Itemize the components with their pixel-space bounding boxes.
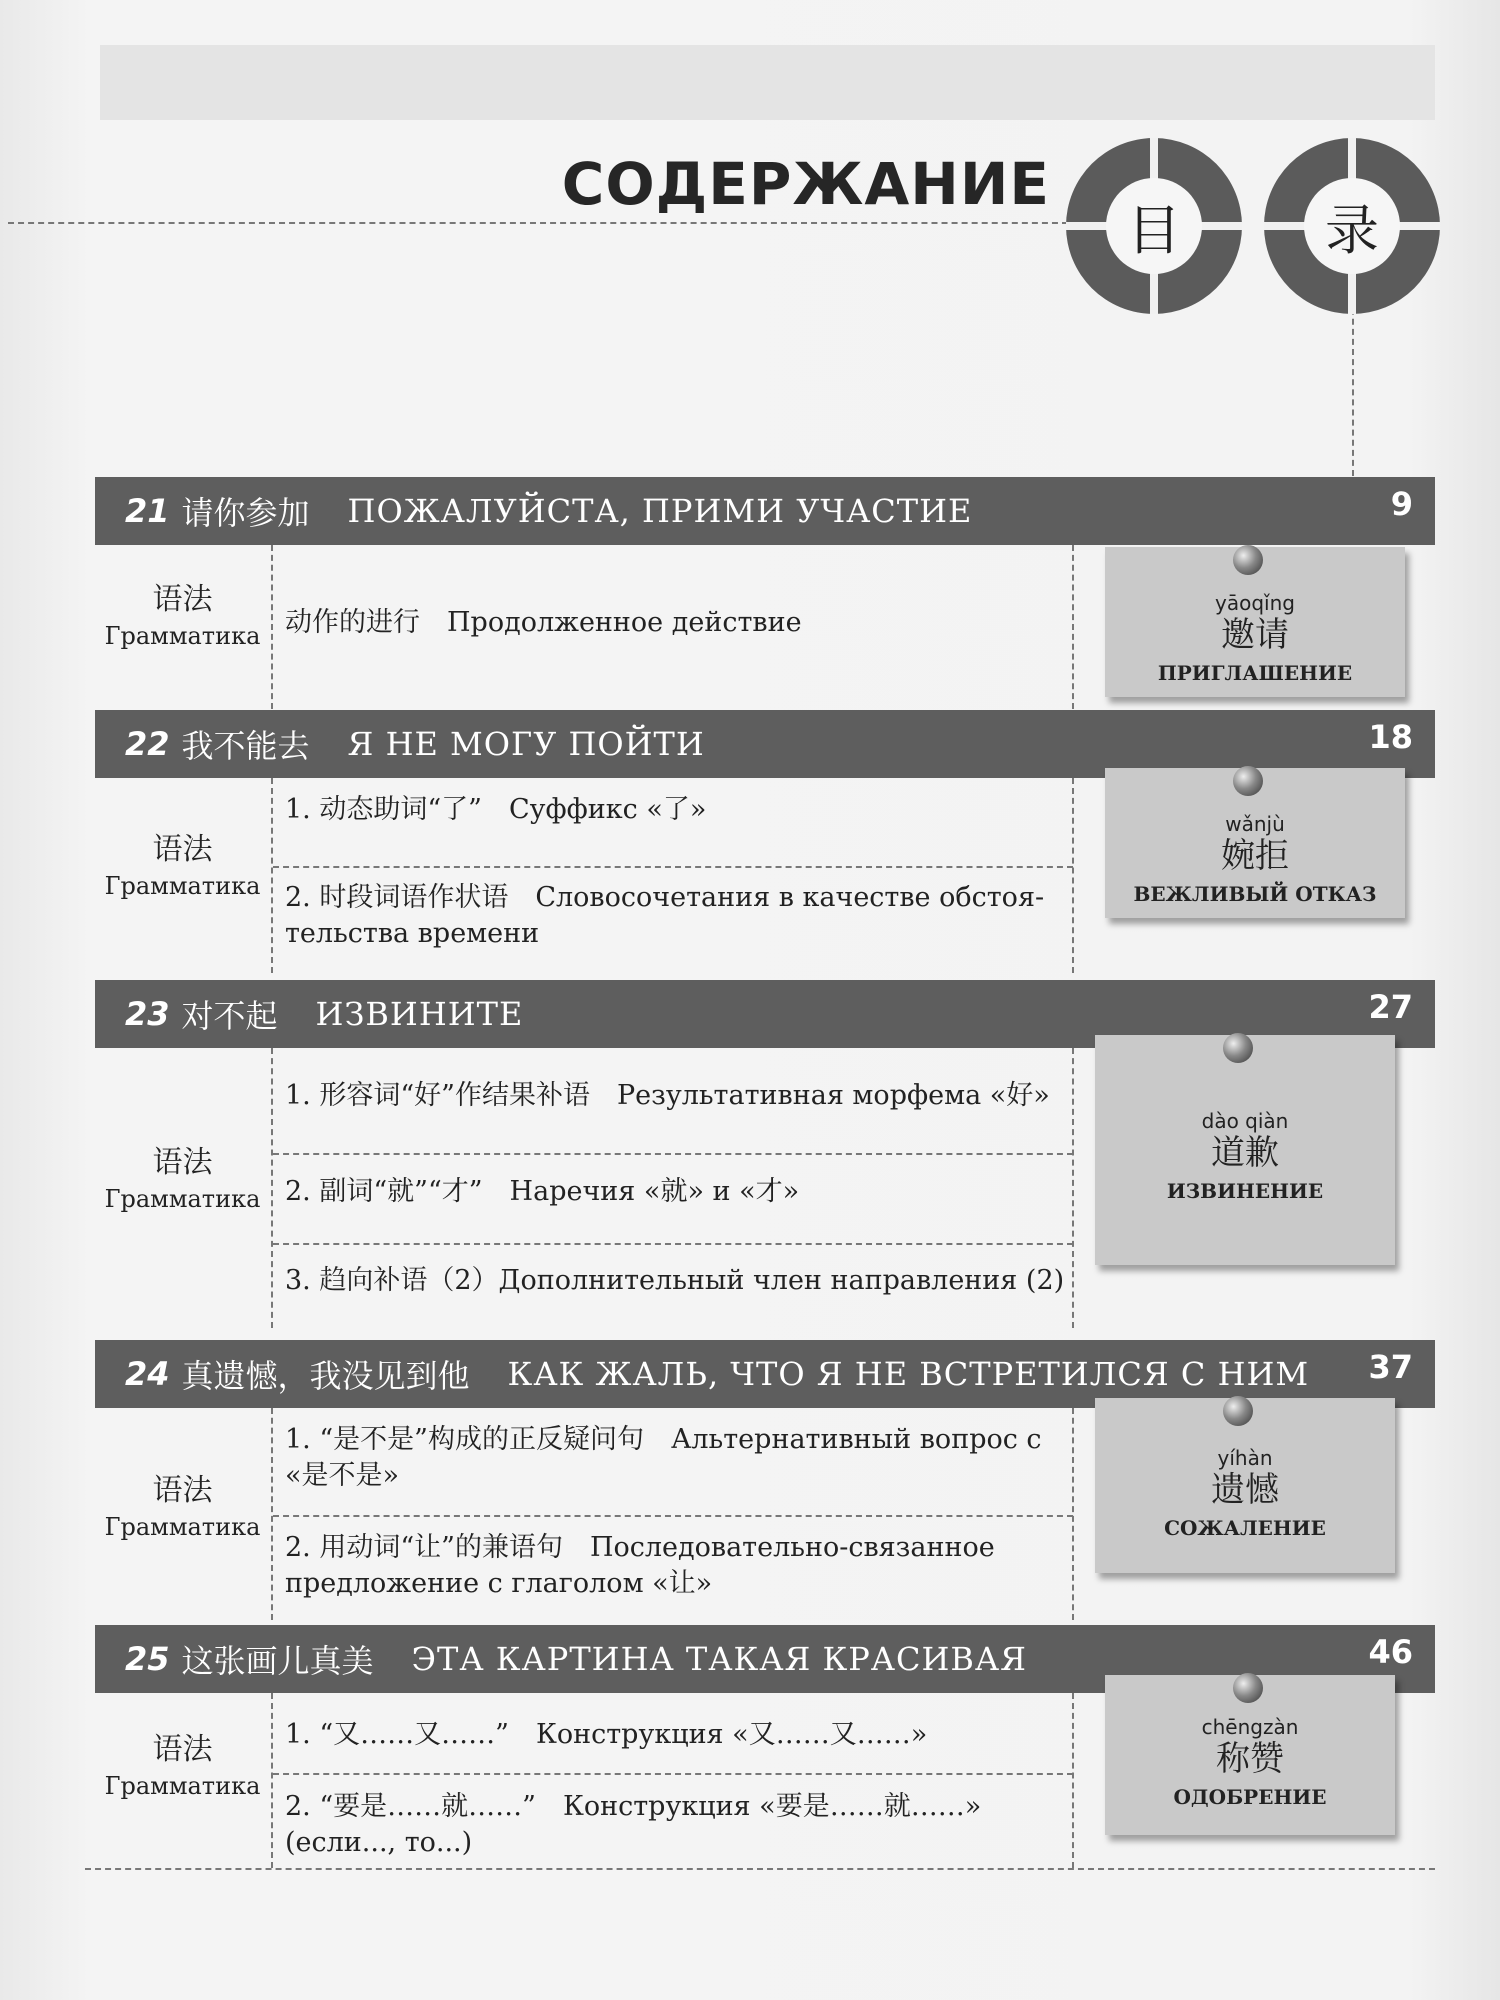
lesson-25 xyxy=(95,1625,1435,1870)
grammar-item: 2. 副词“就”“才” Наречия «就» и «才» xyxy=(285,1176,800,1207)
page-number: 18 xyxy=(1368,718,1413,756)
topic-note xyxy=(1105,768,1405,918)
note-russian: ВЕЖЛИВЫЙ ОТКАЗ xyxy=(1133,882,1377,906)
grammar-label-ru: Грамматика xyxy=(104,1185,261,1213)
title-disc-1 xyxy=(1066,138,1242,314)
note-pinyin: yāoqǐng xyxy=(1215,591,1295,615)
grammar-label xyxy=(95,1474,270,1544)
pin-icon xyxy=(1233,1673,1263,1703)
topic-note xyxy=(1105,1675,1395,1835)
title-char-1: 目 xyxy=(1106,178,1202,274)
item-divider xyxy=(273,866,1073,868)
grammar-item: 动作的进行 Продолженное действие xyxy=(285,607,802,638)
title-disc-2 xyxy=(1264,138,1440,314)
grammar-label-cn: 语法 xyxy=(152,1473,213,1508)
grammar-label xyxy=(95,1733,270,1803)
lesson-number: 22 xyxy=(125,725,170,763)
grammar-item: 3. 趋向补语（2）Дополнительный член направления (2) xyxy=(285,1265,1065,1296)
grammar-label xyxy=(95,583,270,653)
grammar-label-ru: Грамматика xyxy=(104,622,261,650)
page-number: 9 xyxy=(1390,485,1413,523)
topic-note xyxy=(1105,547,1405,697)
grammar-label-cn: 语法 xyxy=(152,582,213,617)
note-hanzi: 婉拒 xyxy=(1221,836,1289,876)
grammar-label xyxy=(95,1146,270,1216)
note-hanzi: 称赞 xyxy=(1216,1739,1284,1779)
grammar-label-ru: Грамматика xyxy=(104,1772,261,1800)
page-number: 37 xyxy=(1368,1348,1413,1386)
grammar-item: 1. “是不是”构成的正反疑问句 Альтернативный вопрос с «是不是» xyxy=(285,1424,1042,1491)
grammar-section xyxy=(95,1408,1075,1620)
lesson-number: 21 xyxy=(125,492,170,530)
note-russian: СОЖАЛЕНИЕ xyxy=(1164,1516,1326,1540)
grammar-section xyxy=(95,545,1075,709)
item-divider xyxy=(273,1153,1073,1155)
title-char-2: 录 xyxy=(1304,178,1400,274)
note-hanzi: 道歉 xyxy=(1211,1133,1279,1173)
grammar-item: 2. 时段词语作状语 Словосочетания в качестве обстоя-тельства времени xyxy=(285,882,1045,949)
lesson-title-cn: 真遗憾，我没见到他 xyxy=(181,1357,470,1395)
item-divider xyxy=(273,1243,1073,1245)
lesson-title-ru: ПОЖАЛУЙСТА, ПРИМИ УЧАСТИЕ xyxy=(347,492,973,530)
lesson-21 xyxy=(95,477,1435,709)
note-hanzi: 邀请 xyxy=(1221,615,1289,655)
note-hanzi: 遗憾 xyxy=(1211,1470,1279,1510)
lesson-title-cn: 请你参加 xyxy=(181,494,310,532)
grammar-label-ru: Грамматика xyxy=(104,1513,261,1541)
note-pinyin: dào qiàn xyxy=(1201,1109,1289,1133)
note-russian: ПРИГЛАШЕНИЕ xyxy=(1157,661,1353,685)
lesson-number: 23 xyxy=(125,995,170,1033)
pin-icon xyxy=(1223,1033,1253,1063)
column-divider xyxy=(1072,545,1074,709)
pin-icon xyxy=(1233,766,1263,796)
page-number: 46 xyxy=(1368,1633,1413,1671)
grammar-label-cn: 语法 xyxy=(152,1732,213,1767)
grammar-section xyxy=(95,1048,1075,1328)
grammar-item: 2. “要是……就……” Конструкция «要是……就……» (если..., то...) xyxy=(285,1791,982,1858)
footer-dashed-line xyxy=(85,1868,1435,1870)
note-russian: ОДОБРЕНИЕ xyxy=(1173,1785,1327,1809)
item-divider xyxy=(273,1515,1073,1517)
page-number: 27 xyxy=(1368,988,1413,1026)
lesson-22 xyxy=(95,710,1435,975)
note-pinyin: chēngzàn xyxy=(1201,1715,1299,1739)
note-pinyin: wǎnjù xyxy=(1225,812,1285,836)
lesson-23 xyxy=(95,980,1435,1330)
grammar-label-ru: Грамматика xyxy=(104,872,261,900)
topic-note xyxy=(1095,1035,1395,1265)
lesson-title-ru: КАК ЖАЛЬ, ЧТО Я НЕ ВСТРЕТИЛСЯ С НИМ xyxy=(507,1355,1310,1393)
lesson-title-ru: Я НЕ МОГУ ПОЙТИ xyxy=(347,725,705,763)
top-band xyxy=(100,45,1435,120)
column-divider xyxy=(1072,1408,1074,1620)
pin-icon xyxy=(1223,1396,1253,1426)
lesson-title-ru: ЭТА КАРТИНА ТАКАЯ КРАСИВАЯ xyxy=(411,1640,1027,1678)
lesson-number: 25 xyxy=(125,1640,170,1678)
lesson-title-cn: 这张画儿真美 xyxy=(181,1642,374,1680)
header-dashed-line xyxy=(8,222,1068,224)
note-pinyin: yíhàn xyxy=(1217,1446,1273,1470)
column-divider xyxy=(1072,778,1074,973)
lesson-24 xyxy=(95,1340,1435,1620)
page-title: СОДЕРЖАНИЕ xyxy=(561,150,1050,218)
grammar-item: 1. “又……又……” Конструкция «又……又……» xyxy=(285,1719,928,1750)
grammar-label xyxy=(95,833,270,903)
grammar-item: 1. 形容词“好”作结果补语 Результативная морфема «好» xyxy=(285,1080,1050,1111)
grammar-label-cn: 语法 xyxy=(152,832,213,867)
note-russian: ИЗВИНЕНИЕ xyxy=(1166,1179,1324,1203)
grammar-label-cn: 语法 xyxy=(152,1145,213,1180)
lesson-header xyxy=(95,477,1435,545)
pin-icon xyxy=(1233,545,1263,575)
lesson-title-cn: 对不起 xyxy=(181,997,278,1035)
column-divider xyxy=(1072,1693,1074,1868)
lesson-title-ru: ИЗВИНИТЕ xyxy=(315,995,524,1033)
column-divider xyxy=(1072,1048,1074,1328)
grammar-section xyxy=(95,778,1075,973)
lesson-title-cn: 我不能去 xyxy=(181,727,310,765)
grammar-item: 1. 动态助词“了” Суффикс «了» xyxy=(285,794,707,825)
lesson-number: 24 xyxy=(125,1355,170,1393)
grammar-section xyxy=(95,1693,1075,1868)
topic-note xyxy=(1095,1398,1395,1573)
item-divider xyxy=(273,1773,1073,1775)
grammar-item: 2. 用动词“让”的兼语句 Последовательно-связанное предложение с глаголом «让» xyxy=(285,1532,995,1599)
